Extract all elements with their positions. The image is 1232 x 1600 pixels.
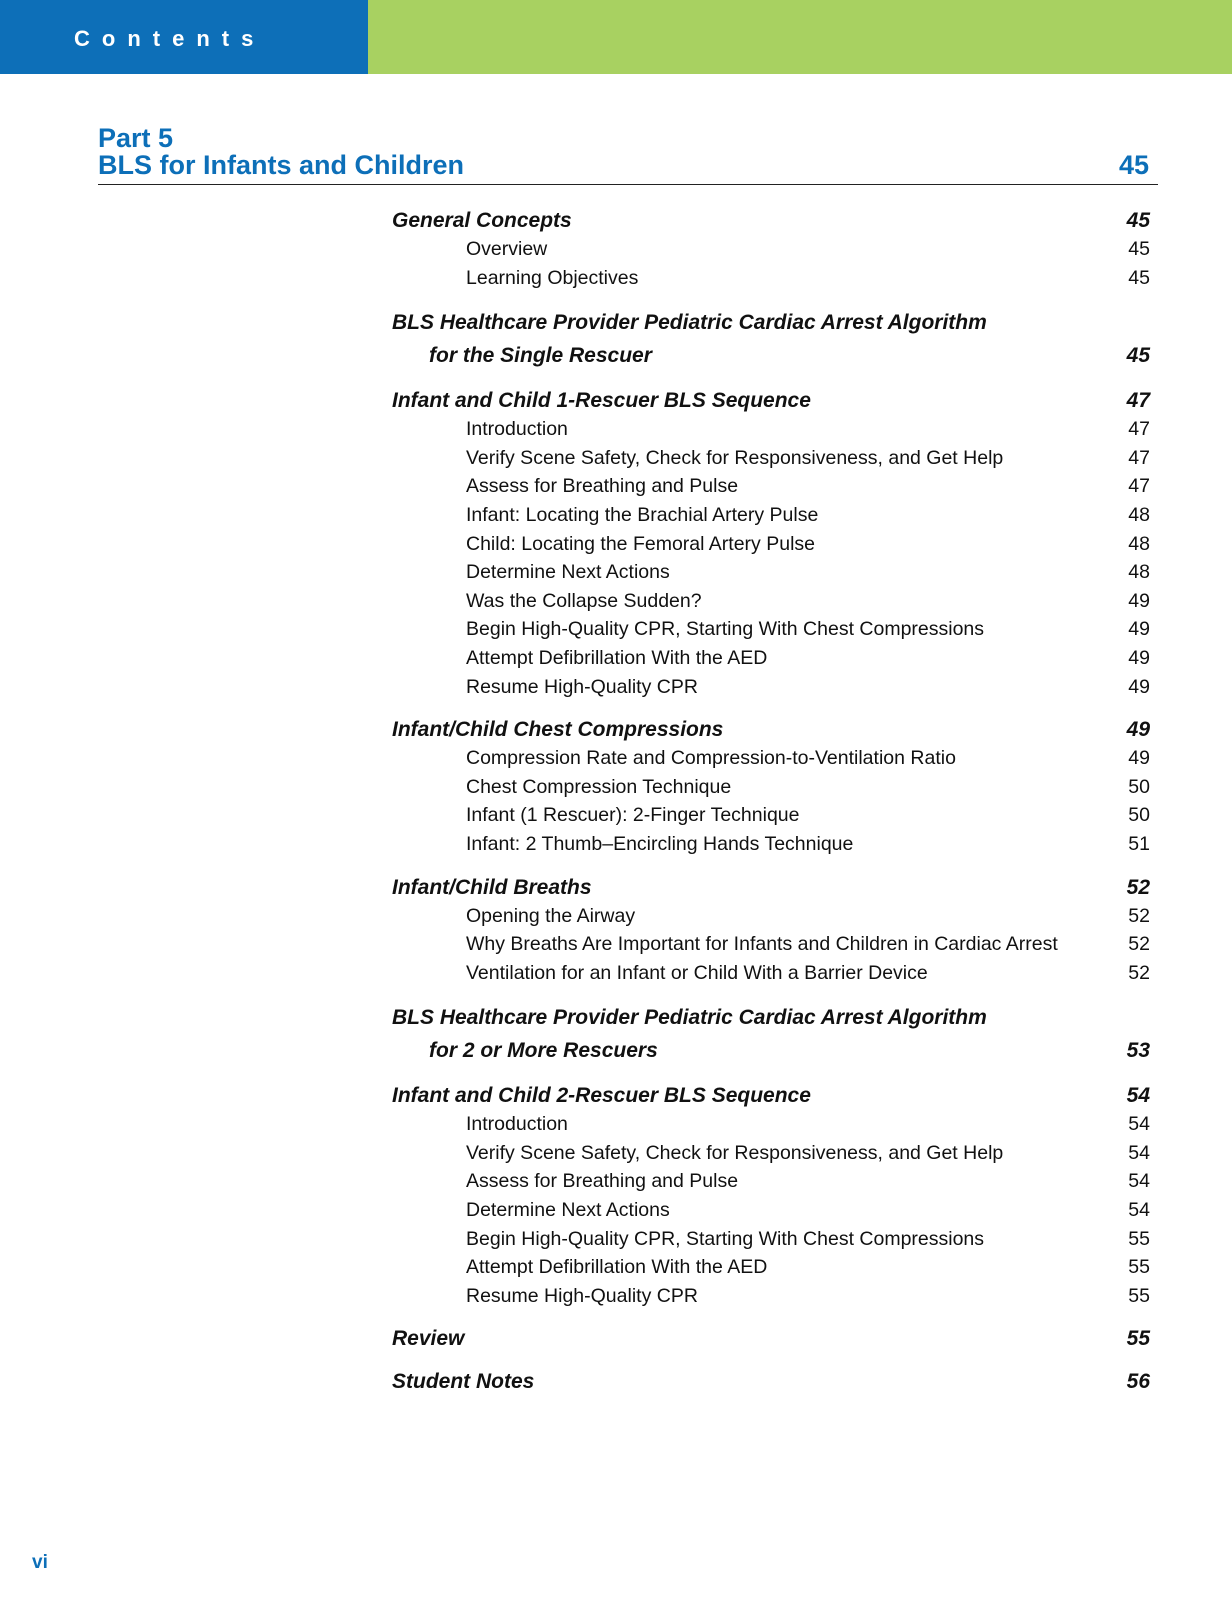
toc-entry-page-number: 52 (1128, 904, 1150, 927)
toc-section-heading-continued[interactable] (392, 1034, 1150, 1067)
toc-entry-page-number: 54 (1128, 1141, 1150, 1164)
toc-entry[interactable] (392, 1253, 1150, 1282)
toc-entry[interactable] (392, 444, 1150, 473)
toc-section-heading[interactable] (392, 1367, 1150, 1396)
toc-section-page-number: 56 (1126, 1370, 1150, 1394)
toc-entry-label: Assess for Breathing and Pulse (466, 475, 739, 498)
toc-entry-label: Compression Rate and Compression-to-Ventilation Ratio (466, 747, 956, 770)
toc-entry[interactable] (392, 930, 1150, 959)
toc-section-title: Student Notes (392, 1370, 535, 1394)
toc-section-heading[interactable] (392, 1324, 1150, 1353)
toc-entry-page-number: 48 (1128, 561, 1150, 584)
toc-entry[interactable] (392, 959, 1150, 988)
toc-entry-label: Resume High-Quality CPR (466, 675, 698, 698)
header-title: Contents (74, 26, 266, 51)
toc-entry-page-number: 45 (1128, 266, 1150, 289)
toc-entry-page-number: 49 (1128, 589, 1150, 612)
toc-entry[interactable] (392, 801, 1150, 830)
toc-entry-label: Determine Next Actions (466, 1199, 670, 1222)
toc-section (392, 1324, 1150, 1353)
header-green-band (368, 0, 1232, 74)
toc-section-page-number: 45 (1126, 344, 1150, 368)
toc-entry-page-number: 55 (1128, 1256, 1150, 1279)
toc-entry-label: Verify Scene Safety, Check for Responsiveness, and Get Help (466, 446, 1004, 469)
toc-entry[interactable] (392, 1110, 1150, 1139)
toc-section-page-number: 54 (1126, 1084, 1150, 1108)
toc-entry[interactable] (392, 644, 1150, 673)
toc-entry-label: Introduction (466, 1113, 568, 1136)
toc-entry-page-number: 49 (1128, 646, 1150, 669)
toc-entry-label: Ventilation for an Infant or Child With a Barrier Device (466, 961, 928, 984)
toc-section (392, 715, 1150, 858)
toc-entry-page-number: 50 (1128, 804, 1150, 827)
toc-entry[interactable] (392, 264, 1150, 293)
toc-entry-label: Assess for Breathing and Pulse (466, 1170, 739, 1193)
toc-entry-page-number: 48 (1128, 503, 1150, 526)
toc-section (392, 873, 1150, 988)
toc-section-page-number: 47 (1126, 389, 1150, 413)
toc-entry-label: Resume High-Quality CPR (466, 1284, 698, 1307)
toc-entry-label: Infant: 2 Thumb–Encircling Hands Technique (466, 832, 854, 855)
toc-entry[interactable] (392, 673, 1150, 702)
toc-entry[interactable] (392, 773, 1150, 802)
toc-entry[interactable] (392, 1167, 1150, 1196)
toc-section (392, 386, 1150, 701)
toc-entry-label: Attempt Defibrillation With the AED (466, 1256, 768, 1279)
table-of-contents (392, 206, 1150, 1410)
toc-entry-page-number: 52 (1128, 933, 1150, 956)
part-title: BLS for Infants and Children (98, 150, 465, 180)
toc-entry-label: Infant: Locating the Brachial Artery Pulse (466, 503, 819, 526)
toc-section-page-number: 52 (1126, 875, 1150, 899)
toc-entry-page-number: 45 (1128, 238, 1150, 260)
toc-entry-label: Overview (466, 238, 548, 260)
toc-entry-page-number: 54 (1128, 1113, 1150, 1136)
toc-entry-page-number: 49 (1128, 618, 1150, 641)
page-folio: vi (32, 1552, 48, 1573)
toc-section-title-continued: for the Single Rescuer (429, 344, 652, 368)
toc-entry-page-number: 48 (1128, 532, 1150, 555)
toc-entry[interactable] (392, 415, 1150, 444)
toc-entry-page-number: 49 (1128, 675, 1150, 698)
toc-section-title: Infant and Child 2-Rescuer BLS Sequence (392, 1084, 811, 1108)
toc-section (392, 1001, 1150, 1067)
toc-entry[interactable] (392, 744, 1150, 773)
toc-entry-label: Child: Locating the Femoral Artery Pulse (466, 532, 816, 555)
toc-section-title: Review (392, 1327, 465, 1351)
toc-entry-label: Opening the Airway (466, 904, 636, 927)
toc-section-heading[interactable] (392, 306, 1150, 339)
toc-entry[interactable] (392, 1282, 1150, 1311)
toc-entry[interactable] (392, 1196, 1150, 1225)
toc-section-title: BLS Healthcare Provider Pediatric Cardiac Arrest Algorithm (392, 1006, 987, 1030)
toc-entry-label: Begin High-Quality CPR, Starting With Chest Compressions (466, 618, 985, 641)
part-label: Part 5 (98, 123, 174, 153)
toc-section-title-continued: for 2 or More Rescuers (429, 1039, 658, 1063)
toc-entry[interactable] (392, 472, 1150, 501)
part-page-number: 45 (1118, 150, 1149, 180)
toc-entry-page-number: 54 (1128, 1199, 1150, 1222)
toc-entry-label: Begin High-Quality CPR, Starting With Chest Compressions (466, 1227, 985, 1250)
toc-section-heading-continued[interactable] (392, 339, 1150, 372)
toc-entry-page-number: 51 (1128, 832, 1150, 855)
toc-section-page-number: 53 (1126, 1039, 1150, 1063)
toc-entry[interactable] (392, 558, 1150, 587)
toc-entry[interactable] (392, 501, 1150, 530)
toc-section-heading[interactable] (392, 386, 1150, 415)
toc-entry[interactable] (392, 587, 1150, 616)
toc-entry[interactable] (392, 830, 1150, 859)
toc-entry-label: Chest Compression Technique (466, 775, 732, 798)
toc-section-heading[interactable] (392, 1081, 1150, 1110)
toc-entry-page-number: 55 (1128, 1227, 1150, 1250)
toc-entry-page-number: 49 (1128, 747, 1150, 770)
toc-entry[interactable] (392, 1225, 1150, 1254)
toc-entry[interactable] (392, 615, 1150, 644)
toc-entry[interactable] (392, 1139, 1150, 1168)
toc-entry-page-number: 47 (1128, 475, 1150, 498)
toc-entry-page-number: 54 (1128, 1170, 1150, 1193)
toc-entry-page-number: 47 (1128, 418, 1150, 441)
toc-entry-label: Learning Objectives (466, 266, 639, 289)
toc-section-title: Infant/Child Breaths (392, 875, 592, 899)
toc-section-page-number: 45 (1126, 209, 1150, 232)
toc-section-page-number: 49 (1126, 718, 1150, 742)
toc-section (392, 1367, 1150, 1396)
toc-entry-page-number: 47 (1128, 446, 1150, 469)
toc-entry-label: Verify Scene Safety, Check for Responsiveness, and Get Help (466, 1141, 1004, 1164)
toc-entry[interactable] (392, 530, 1150, 559)
toc-entry-page-number: 52 (1128, 961, 1150, 984)
toc-entry-page-number: 55 (1128, 1284, 1150, 1307)
toc-section-heading[interactable] (392, 206, 1150, 235)
toc-entry-label: Determine Next Actions (466, 561, 670, 584)
toc-section (392, 206, 1150, 292)
part-divider (98, 184, 1158, 185)
toc-entry-label: Infant (1 Rescuer): 2-Finger Technique (466, 804, 800, 827)
toc-section-page-number: 55 (1126, 1327, 1150, 1351)
toc-section-title: Infant/Child Chest Compressions (392, 718, 724, 742)
toc-entry-label: Why Breaths Are Important for Infants and Children in Cardiac Arrest (466, 933, 1058, 956)
toc-entry-label: Attempt Defibrillation With the AED (466, 646, 768, 669)
toc-section-heading[interactable] (392, 715, 1150, 744)
toc-section-title: Infant and Child 1-Rescuer BLS Sequence (392, 389, 811, 413)
toc-entry-label: Was the Collapse Sudden? (466, 589, 702, 612)
toc-entry[interactable] (392, 235, 1150, 264)
toc-section-title: General Concepts (392, 209, 572, 232)
toc-entry[interactable] (392, 902, 1150, 931)
toc-section (392, 1081, 1150, 1310)
toc-section (392, 306, 1150, 372)
toc-entry-label: Introduction (466, 418, 568, 441)
toc-section-title: BLS Healthcare Provider Pediatric Cardiac Arrest Algorithm (392, 311, 987, 335)
toc-entry-page-number: 50 (1128, 775, 1150, 798)
toc-section-heading[interactable] (392, 1001, 1150, 1034)
toc-section-heading[interactable] (392, 873, 1150, 902)
